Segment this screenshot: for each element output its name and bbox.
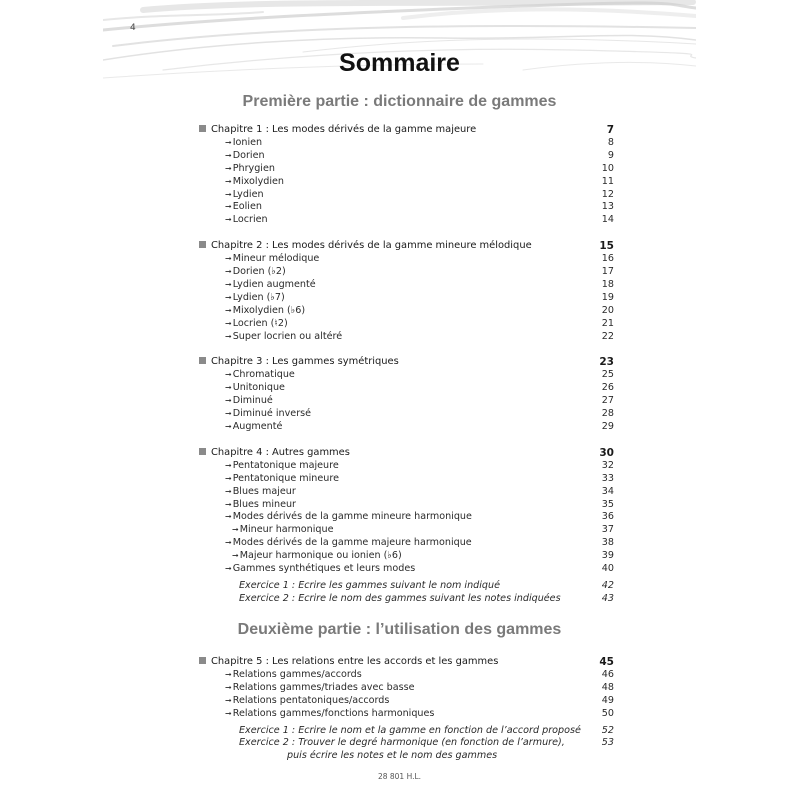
toc-item-label: Super locrien ou altéré [232,330,343,342]
toc-item[interactable] [199,214,614,227]
toc-item[interactable] [199,682,614,695]
chapter-entry[interactable] [199,123,614,137]
arrow-right-icon: ➞ [225,280,232,290]
toc-item-label: Eolien [232,201,262,213]
arrow-right-icon: ➞ [225,564,232,574]
arrow-right-icon: ➞ [225,189,232,199]
exercise-page: 42 [601,579,614,591]
toc-item-page: 17 [601,266,614,278]
toc-item-label: Relations gammes/fonctions harmoniques [232,707,435,719]
chapter-page: 30 [599,446,614,459]
exercise-label: Exercice 1 : Ecrire le nom et la gamme en fonction de l’accord proposé [239,724,581,736]
square-bullet-icon [199,125,206,132]
arrow-right-icon: ➞ [225,383,232,393]
toc-item-label: Modes dérivés de la gamme majeure harmonique [232,537,472,549]
chapter-title: Chapitre 4 : Autres gammes [211,446,350,458]
arrow-right-icon: ➞ [225,422,232,432]
toc-item-label: Mineur mélodique [232,253,320,265]
page [103,0,696,800]
toc-item-page: 46 [601,669,614,680]
arrow-right-icon: ➞ [225,331,232,341]
toc-item[interactable] [199,305,614,318]
toc-item-page: 8 [607,137,614,148]
part-title: Deuxième partie : l’utilisation des gammes [237,621,562,638]
toc-item-page: 36 [601,511,614,523]
toc-item-page: 10 [601,162,614,174]
arrow-right-icon: ➞ [225,396,232,406]
toc-item[interactable] [199,460,614,473]
toc-item-page: 27 [601,395,614,407]
toc-item-page: 16 [601,253,614,265]
toc-item-page: 14 [601,214,614,226]
toc-item-label: Mixolydien (♭6) [232,304,306,316]
toc-item-page: 26 [601,382,614,394]
toc-subitem[interactable] [199,524,614,537]
toc-item-page: 37 [601,524,614,536]
toc-item-label: Diminué [232,395,273,407]
toc-item-page: 19 [601,291,614,303]
toc-item-label: Pentatonique majeure [232,459,339,471]
toc-item-label: Relations gammes/accords [232,669,362,680]
toc-item-page: 29 [601,421,614,433]
exercise-label: Exercice 1 : Ecrire les gammes suivant le nom indiqué [239,579,500,591]
toc-item-page: 12 [601,188,614,200]
part-title: Première partie : dictionnaire de gammes [242,93,557,110]
arrow-right-icon: ➞ [225,486,232,496]
toc-item[interactable] [199,408,614,421]
toc-part-1 [199,123,614,606]
toc-item-page: 21 [601,317,614,329]
toc-item[interactable] [199,537,614,550]
arrow-right-icon: ➞ [232,525,239,535]
toc-item[interactable] [199,150,614,163]
arrow-right-icon: ➞ [225,460,232,470]
toc-item[interactable] [199,292,614,305]
toc-item-label: Chromatique [232,369,295,381]
toc-item-label: Dorien (♭2) [232,266,286,278]
exercise-page: 53 [601,737,614,749]
toc-item-page: 20 [601,304,614,316]
square-bullet-icon [199,357,206,364]
toc-item-page: 13 [601,201,614,213]
square-bullet-icon [199,657,206,664]
toc-item-page: 39 [601,550,614,562]
toc-item-label: Relations pentatoniques/accords [232,694,390,706]
toc-item-page: 9 [607,149,614,161]
arrow-right-icon: ➞ [225,267,232,277]
toc-item-page: 33 [601,472,614,484]
toc-item-page: 38 [601,537,614,549]
exercise-continuation [199,750,614,763]
toc-item-page: 18 [601,279,614,291]
toc-item-page: 48 [601,681,614,693]
arrow-right-icon: ➞ [232,551,239,561]
arrow-right-icon: ➞ [225,512,232,522]
toc-item-page: 22 [601,330,614,342]
toc-item[interactable] [199,395,614,408]
toc-item-label: Mineur harmonique [239,524,334,536]
arrow-right-icon: ➞ [225,292,232,302]
chapter-title: Chapitre 2 : Les modes dérivés de la gamme mineure mélodique [211,240,532,252]
page-footer: 28 801 H.L. [377,772,422,781]
page-number: 4 [130,23,136,33]
toc-part-2 [199,655,614,763]
chapter-entry[interactable] [199,239,614,253]
arrow-right-icon: ➞ [225,163,232,173]
toc-item[interactable] [199,669,614,682]
toc-subitem[interactable] [199,550,614,563]
toc-item[interactable] [199,382,614,395]
toc-item-page: 49 [601,694,614,706]
exercise-page: 43 [601,592,614,604]
chapter-page: 45 [599,656,614,668]
toc-item-page: 50 [601,707,614,719]
exercise-label: Exercice 2 : Ecrire le nom des gammes suivant les notes indiquées [239,592,561,604]
arrow-right-icon: ➞ [225,499,232,509]
arrow-right-icon: ➞ [225,538,232,548]
toc-item[interactable] [199,176,614,189]
toc-item-label: Blues mineur [232,498,296,510]
toc-item[interactable] [199,266,614,279]
toc-item[interactable] [199,511,614,524]
arrow-right-icon: ➞ [225,150,232,160]
exercise-page: 52 [601,724,614,736]
chapter-title: Chapitre 3 : Les gammes symétriques [211,356,399,368]
toc-item[interactable] [199,137,614,150]
chapter-title: Chapitre 5 : Les relations entre les accords et les gammes [211,656,499,667]
toc-item[interactable] [199,279,614,292]
toc-item-page: 40 [601,563,614,575]
arrow-right-icon: ➞ [225,682,232,692]
toc-item-label: Locrien [232,214,268,226]
exercise-entry[interactable] [199,725,614,738]
toc-item[interactable] [199,563,614,576]
chapter-page: 23 [599,356,614,369]
arrow-right-icon: ➞ [225,176,232,186]
arrow-right-icon: ➞ [225,202,232,212]
toc-item-label: Majeur harmonique ou ionien (♭6) [239,550,402,562]
exercise-entry[interactable] [199,593,614,606]
toc-item[interactable] [199,331,614,344]
toc-item[interactable] [199,318,614,331]
toc-item-label: Lydien [232,188,264,200]
toc-item[interactable] [199,369,614,382]
arrow-right-icon: ➞ [225,370,232,380]
arrow-right-icon: ➞ [225,473,232,483]
arrow-right-icon: ➞ [225,254,232,264]
toc-item[interactable] [199,473,614,486]
toc-item[interactable] [199,499,614,512]
exercise-label: Exercice 2 : Trouver le degré harmonique (en fonction de l’armure), [239,737,565,749]
toc-item-label: Augmenté [232,421,283,433]
chapter-entry[interactable] [199,655,614,669]
toc-item-page: 28 [601,408,614,420]
toc-item[interactable] [199,486,614,499]
toc-item-label: Dorien [232,149,265,161]
toc-item-page: 32 [601,459,614,471]
exercise-entry[interactable] [199,737,614,750]
chapter-title: Chapitre 1 : Les modes dérivés de la gamme majeure [211,124,477,135]
chapter-entry[interactable] [199,355,614,369]
toc-item-page: 35 [601,498,614,510]
arrow-right-icon: ➞ [225,215,232,225]
chapter-page: 7 [606,124,614,136]
arrow-right-icon: ➞ [225,695,232,705]
toc-item-page: 25 [601,369,614,381]
toc-item-label: Phrygien [232,162,275,174]
toc-item[interactable] [199,253,614,266]
toc-item[interactable] [199,163,614,176]
toc-item-label: Diminué inversé [232,408,312,420]
toc-item-label: Locrien (♮2) [232,317,288,329]
toc-item-page: 34 [601,485,614,497]
arrow-right-icon: ➞ [225,318,232,328]
toc-item-page: 11 [601,175,614,187]
toc-item[interactable] [199,421,614,434]
toc-item-label: Pentatonique mineure [232,472,339,484]
exercise-entry[interactable] [199,580,614,593]
toc-item[interactable] [199,201,614,214]
toc-item-label: Blues majeur [232,485,296,497]
toc-item-label: Mixolydien [232,175,284,187]
toc-item-label: Relations gammes/triades avec basse [232,681,415,693]
arrow-right-icon: ➞ [225,138,232,147]
toc-item-label: Lydien augmenté [232,279,316,291]
toc-item-label: Modes dérivés de la gamme mineure harmonique [232,511,472,523]
arrow-right-icon: ➞ [225,409,232,419]
arrow-right-icon: ➞ [225,708,232,718]
toc-item-label: Unitonique [232,382,285,394]
arrow-right-icon: ➞ [225,670,232,679]
toc-item-label: Ionien [232,137,263,148]
square-bullet-icon [199,241,206,248]
page-title: Sommaire [339,49,460,77]
toc-item-label: Lydien (♭7) [232,291,285,303]
toc-item[interactable] [199,189,614,202]
toc-item-label: Gammes synthétiques et leurs modes [232,563,416,575]
toc-item[interactable] [199,708,614,721]
arrow-right-icon: ➞ [225,305,232,315]
chapter-entry[interactable] [199,446,614,460]
exercise-label: puis écrire les notes et le nom des gammes [287,750,498,762]
toc-item[interactable] [199,695,614,708]
chapter-page: 15 [599,240,614,253]
square-bullet-icon [199,448,206,455]
